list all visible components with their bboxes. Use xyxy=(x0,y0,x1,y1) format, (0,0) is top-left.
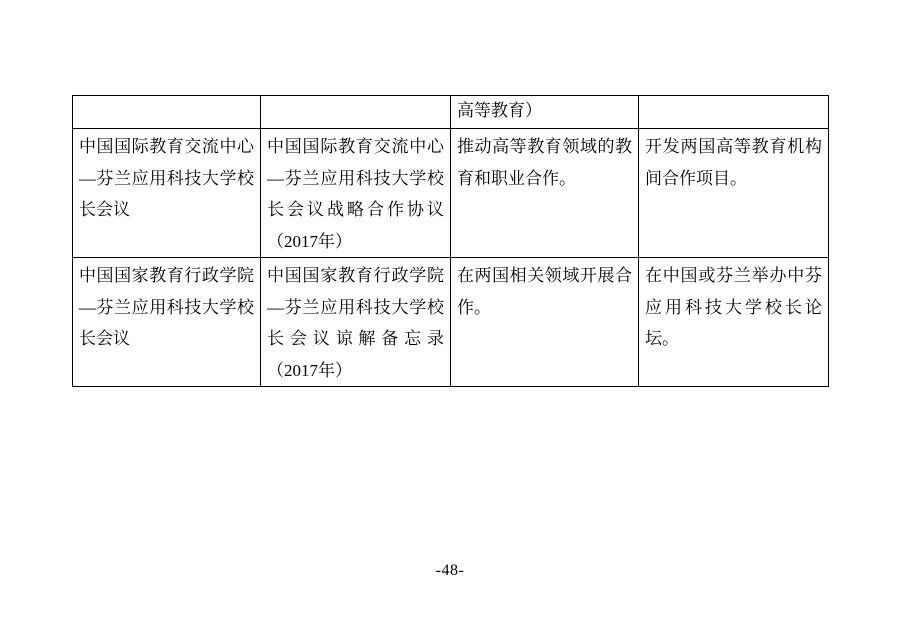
table-cell xyxy=(73,96,261,129)
table-cell: 高等教育） xyxy=(451,96,639,129)
table-row xyxy=(73,129,829,258)
table-row xyxy=(73,96,829,129)
table-cell: 中国国际教育交流中心—芬兰应用科技大学校长会议战略合作协议（2017年） xyxy=(261,129,451,258)
page-number: -48- xyxy=(435,562,465,579)
cooperation-table xyxy=(72,95,829,387)
table-cell: 在两国相关领域开展合作。 xyxy=(451,258,639,387)
table-cell: 中国国家教育行政学院—芬兰应用科技大学校长会议 xyxy=(73,258,261,387)
table-cell xyxy=(261,96,451,129)
table-cell: 推动高等教育领域的教育和职业合作。 xyxy=(451,129,639,258)
table-cell xyxy=(639,96,829,129)
table-cell: 中国国际教育交流中心—芬兰应用科技大学校长会议 xyxy=(73,129,261,258)
table-cell: 在中国或芬兰举办中芬应用科技大学校长论坛。 xyxy=(639,258,829,387)
table-cell: 中国国家教育行政学院—芬兰应用科技大学校长会议谅解备忘录（2017年） xyxy=(261,258,451,387)
table-row xyxy=(73,258,829,387)
table-cell: 开发两国高等教育机构间合作项目。 xyxy=(639,129,829,258)
